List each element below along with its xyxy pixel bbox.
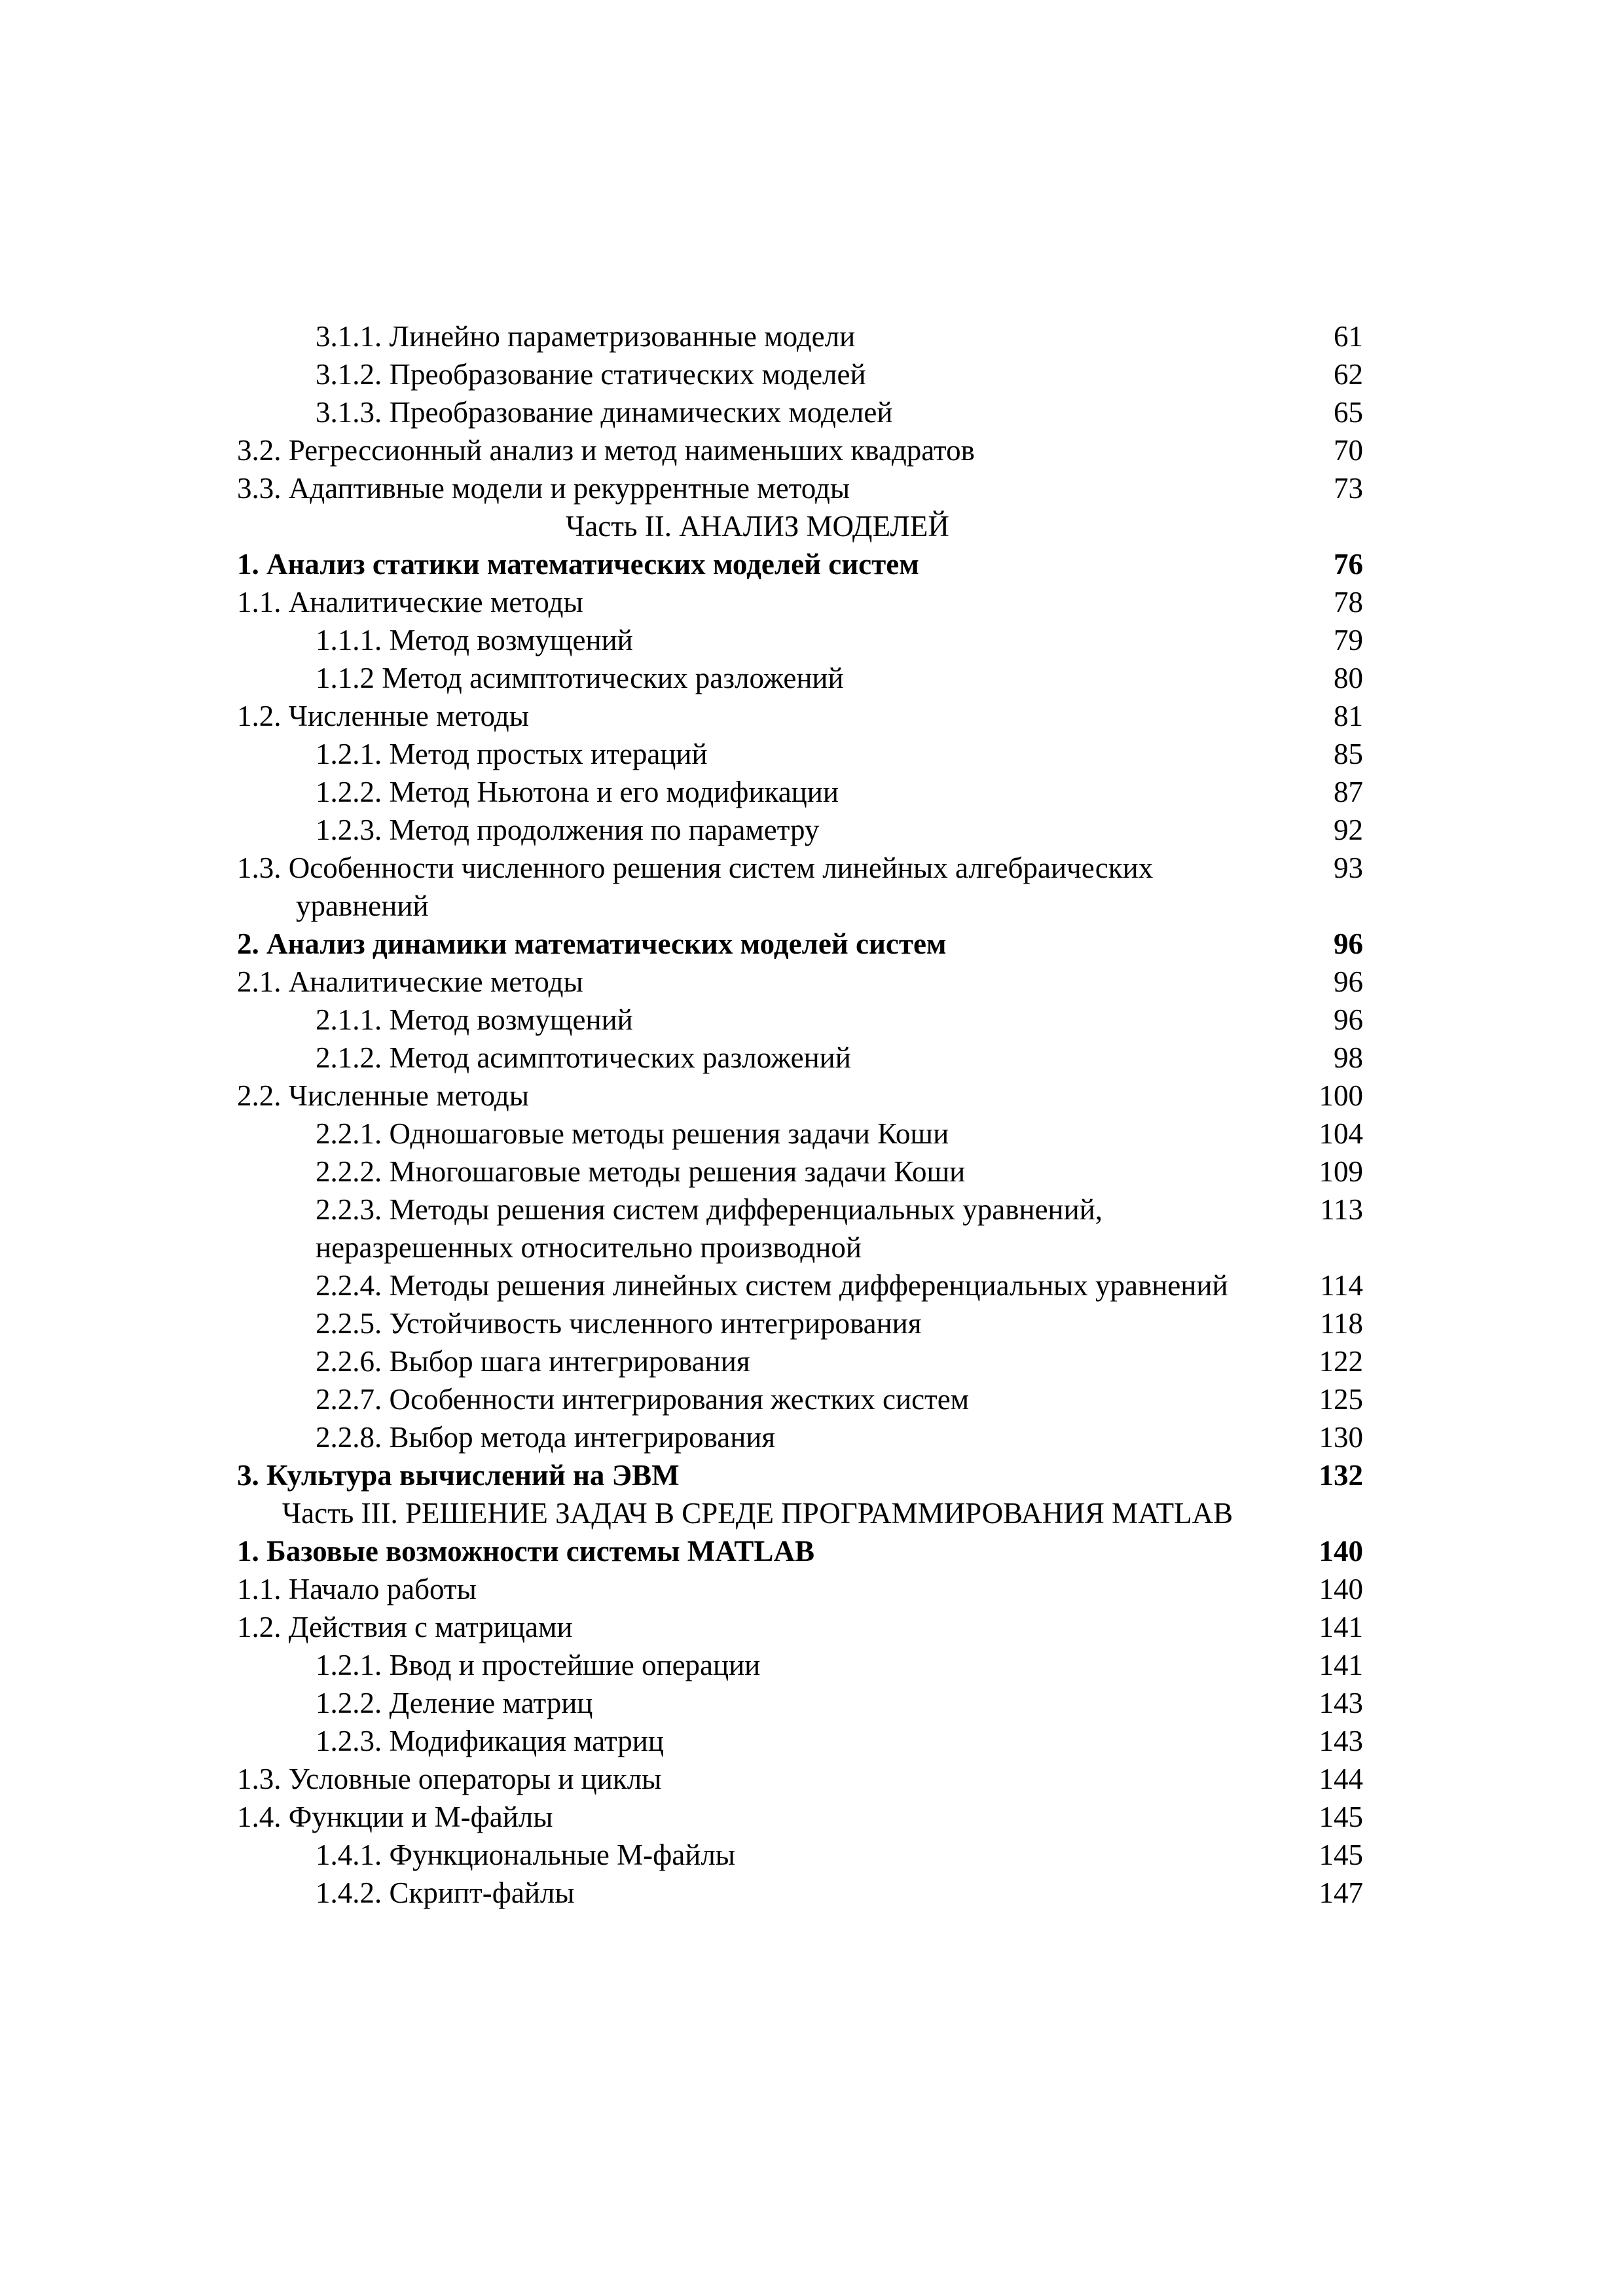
toc-entry-title: 1.2. Численные методы [237,700,529,732]
toc-subsection-row [237,317,1363,355]
toc-entry-title: 1.4. Функции и М-файлы [237,1801,553,1833]
toc-entry-title: 2.2.5. Устойчивость численного интегрирования [316,1307,922,1340]
toc-entry-title: 1.2.2. Метод Ньютона и его модификации [316,776,839,808]
toc-page-number: 141 [1319,1611,1363,1643]
toc-entry-title: 3.1.3. Преобразование динамических моделей [316,396,893,429]
toc-subsection-row [237,1342,1363,1380]
toc-entry-title: 1.3. Особенности численного решения систем линейных алгебраических уравнений [237,852,1154,922]
toc-section-row [237,1570,1363,1608]
toc-subsection-row [237,1039,1363,1077]
toc-entry-title: 3.1.2. Преобразование статических моделей [316,358,866,391]
toc-entry-title: 1.2.2. Деление матриц [316,1687,593,1719]
toc-entry-title: 1.2.1. Ввод и простейшие операции [316,1649,761,1681]
toc-page-number: 92 [1334,814,1363,846]
toc-page-number: 132 [1319,1459,1363,1492]
toc-entry-title: 3.1.1. Линейно параметризованные модели [316,320,856,353]
toc-page-number: 80 [1334,662,1363,694]
toc-page-number: 78 [1334,586,1363,619]
toc-entry-title: 2.2.2. Многошаговые методы решения задачи Коши [316,1155,966,1188]
toc-subsection-row [237,621,1363,659]
toc-entry-title: 1. Базовые возможности системы MATLAB [237,1535,814,1568]
toc-entry-title: 2.2.8. Выбор метода интегрирования [316,1421,776,1454]
toc-subsection-row [237,1191,1363,1266]
toc-page-number: 140 [1319,1535,1363,1568]
toc-entry-title: 2. Анализ динамики математических моделей систем [237,927,947,960]
toc-entry-title: 2.2.7. Особенности интегрирования жестких систем [316,1383,970,1416]
toc-page-number: 87 [1334,776,1363,808]
toc-page-number: 79 [1334,624,1363,656]
toc-entry-title: 1.4.2. Скрипт-файлы [316,1876,575,1909]
toc-subsection-row [237,1418,1363,1456]
toc-page-number: 141 [1319,1649,1363,1681]
toc-entry-title: 1. Анализ статики математических моделей систем [237,548,919,581]
toc-subsection-row [237,773,1363,811]
toc-subsection-row [237,1153,1363,1191]
toc-subsection-row [237,355,1363,393]
toc-section-row [237,469,1363,507]
toc-chapter-row [237,1456,1363,1494]
toc-entry-title: 1.2.1. Метод простых итераций [316,738,708,770]
toc-page-number: 125 [1319,1383,1363,1416]
toc-page-number: 100 [1319,1079,1363,1112]
toc-entry-title: 2.1. Аналитические методы [237,965,583,998]
toc-page-number: 143 [1319,1687,1363,1719]
toc-page-number: 122 [1319,1345,1363,1378]
toc-subsection-row [237,1001,1363,1039]
toc-page-number: 93 [1334,852,1363,884]
toc-subsection-row [237,393,1363,431]
toc-page-number: 98 [1334,1041,1363,1074]
toc-entry-title: 2.1.1. Метод возмущений [316,1003,633,1036]
toc-subsection-row [237,1115,1363,1153]
toc-subsection-row [237,1266,1363,1304]
toc-page-number: 145 [1319,1839,1363,1871]
toc-page-number: 62 [1334,358,1363,391]
toc-entry-title: 2.2. Численные методы [237,1079,529,1112]
toc-entry-title: 1.1.2 Метод асимптотических разложений [316,662,844,694]
toc-page-number: 114 [1320,1269,1363,1302]
table-of-contents [237,317,1363,1912]
toc-entry-title: 2.1.2. Метод асимптотических разложений [316,1041,851,1074]
toc-entry-title: 1.2.3. Модификация матриц [316,1725,664,1757]
toc-page-number: 147 [1319,1876,1363,1909]
toc-section-row [237,697,1363,735]
toc-page-number: 76 [1334,548,1363,581]
toc-page-number: 70 [1334,434,1363,467]
toc-page-number: 118 [1320,1307,1363,1340]
toc-page-number: 130 [1319,1421,1363,1454]
toc-entry-title: 1.4.1. Функциональные М-файлы [316,1839,736,1871]
toc-page-number: 96 [1334,965,1363,998]
toc-entry-title: 3.2. Регрессионный анализ и метод наименьших квадратов [237,434,975,467]
toc-page-number: 81 [1334,700,1363,732]
toc-subsection-row [237,1722,1363,1760]
toc-page-number: 145 [1319,1801,1363,1833]
toc-section-row [237,1608,1363,1646]
toc-page-number: 109 [1319,1155,1363,1188]
toc-subsection-row [237,1646,1363,1684]
toc-entry-title: 1.1.1. Метод возмущений [316,624,633,656]
toc-page-number: 85 [1334,738,1363,770]
toc-page-number: 73 [1334,472,1363,505]
toc-section-row [237,431,1363,469]
toc-page-number: 143 [1319,1725,1363,1757]
toc-entry-title: 2.2.1. Одношаговые методы решения задачи Коши [316,1117,949,1150]
part-heading: Часть II. АНАЛИЗ МОДЕЛЕЙ [566,510,949,543]
toc-section-row [237,849,1363,925]
toc-page-number: 61 [1334,320,1363,353]
toc-page-number: 144 [1319,1763,1363,1795]
toc-subsection-row [237,1380,1363,1418]
toc-chapter-row [237,1532,1363,1570]
toc-page-number: 104 [1319,1117,1363,1150]
toc-subsection-row [237,811,1363,849]
toc-entry-title: 2.2.3. Методы решения систем дифференциальных уравнений, неразрешенных относительно производной [316,1193,1103,1264]
toc-chapter-row [237,545,1363,583]
toc-subsection-row [237,1836,1363,1874]
toc-section-row [237,1798,1363,1836]
toc-entry-title: 3.3. Адаптивные модели и рекуррентные методы [237,472,850,505]
toc-subsection-row [237,1304,1363,1342]
toc-section-row [237,1077,1363,1115]
toc-subsection-row [237,1684,1363,1722]
toc-entry-title: 2.2.6. Выбор шага интегрирования [316,1345,750,1378]
toc-entry-title: 1.1. Начало работы [237,1573,477,1605]
toc-entry-title: 3. Культура вычислений на ЭВМ [237,1459,680,1492]
toc-section-row [237,583,1363,621]
toc-page-number: 65 [1334,396,1363,429]
toc-entry-title: 1.2.3. Метод продолжения по параметру [316,814,820,846]
toc-page-number: 96 [1334,1003,1363,1036]
toc-entry-title: 1.2. Действия с матрицами [237,1611,573,1643]
part-heading: Часть III. РЕШЕНИЕ ЗАДАЧ В СРЕДЕ ПРОГРАММИРОВАНИЯ MATLAB [282,1497,1233,1530]
toc-page-number: 96 [1334,927,1363,960]
toc-entry-title: 1.3. Условные операторы и циклы [237,1763,662,1795]
toc-section-row [237,1760,1363,1798]
toc-subsection-row [237,735,1363,773]
toc-page-number: 140 [1319,1573,1363,1605]
toc-entry-title: 1.1. Аналитические методы [237,586,583,619]
toc-chapter-row [237,925,1363,963]
toc-subsection-row [237,1874,1363,1912]
toc-entry-title: 2.2.4. Методы решения линейных систем дифференциальных уравнений [316,1269,1228,1302]
toc-subsection-row [237,659,1363,697]
toc-section-row [237,963,1363,1001]
toc-page-number: 113 [1320,1193,1363,1226]
